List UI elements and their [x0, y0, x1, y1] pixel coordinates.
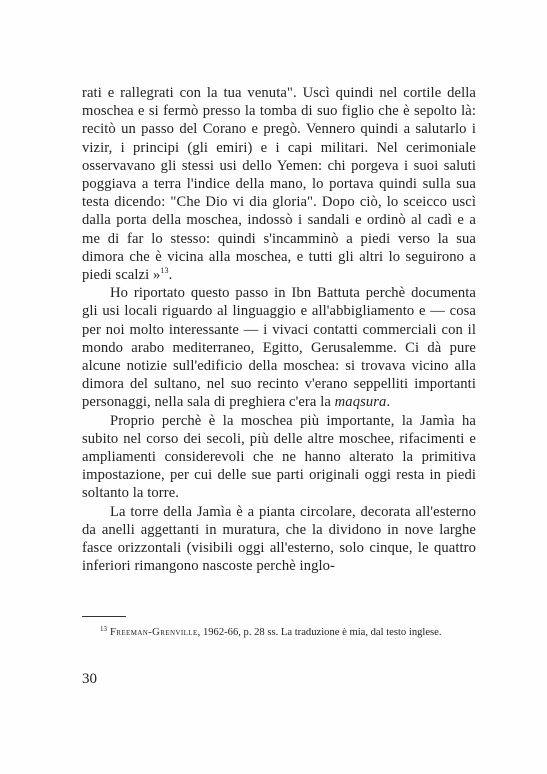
footnote-number: 13 [100, 625, 107, 633]
paragraph-text: Ho riportato questo passo in Ibn Battuta perchè documenta gli usi locali riguardo al linguaggio e all'abbigliamento e — cosa per noi molto interessante — i vivaci contatti commerciali con il mondo arabo mediterraneo, Egitto, Gerusalemme. Ci dà pure alcune notizie sull'edificio della moschea: si trovava vicino alla dimora del sultano, nel suo recinto v'erano seppelliti importanti personaggi, nella sala di preghiera c'era la [82, 285, 476, 411]
paragraph [82, 284, 476, 411]
footnote-text: , 1962-66, p. 28 ss. La traduzione è mia, dal testo inglese. [197, 627, 442, 638]
main-text [82, 84, 476, 575]
paragraph-text: rati e rallegrati con la tua venuta". Uscì quindi nel cortile della moschea e si fermò presso la tomba di suo figlio che è sepolto là: recitò un passo del Corano e pregò. Vennero quindi a salutarlo i vizir, i principi (gli emiri) e i capi militari. Nel cerimoniale osservavano gli stessi usi dello Yemen: chi porgeva i suoi saluti poggiava a terra l'indice della mano, lo portava quindi sulla sua testa dicendo: "Che Dio vi dia gloria". Dopo ciò, lo sceicco uscì dalla porta della moschea, indossò i sandali e ordinò al cadì e a me di far lo stesso: quindi s'incamminò a piedi verso la sua dimora che è vicina alla moschea, e tutti gli altri lo seguirono a piedi scalzi » [82, 85, 476, 284]
footnote-author: Freeman-Grenville [110, 627, 198, 638]
italic-term: maqsura [334, 394, 387, 411]
paragraph: La torre della Jamìa è a pianta circolare, decorata all'esterno da anelli aggettanti in muratura, che la dividono in nove larghe fasce orizzontali (visibili oggi all'esterno, solo cinque, le quattro inferiori rimangono nascoste perchè inglo- [82, 503, 476, 575]
paragraph-text: . [168, 267, 173, 284]
footnote-separator [82, 616, 126, 617]
paragraph [82, 84, 476, 284]
paragraph: Proprio perchè è la moschea più importante, la Jamìa ha subito nel corso dei secoli, più delle altre moschee, rifacimenti e ampliamenti considerevoli che ne hanno alterato la primitiva impostazione, per cui delle sue parti originali oggi resta in piedi soltanto la torre. [82, 412, 476, 502]
page-number: 30 [82, 671, 97, 687]
footnote-reference: 13 [160, 266, 169, 276]
paragraph-text: . [386, 394, 391, 411]
footnote [82, 625, 476, 640]
